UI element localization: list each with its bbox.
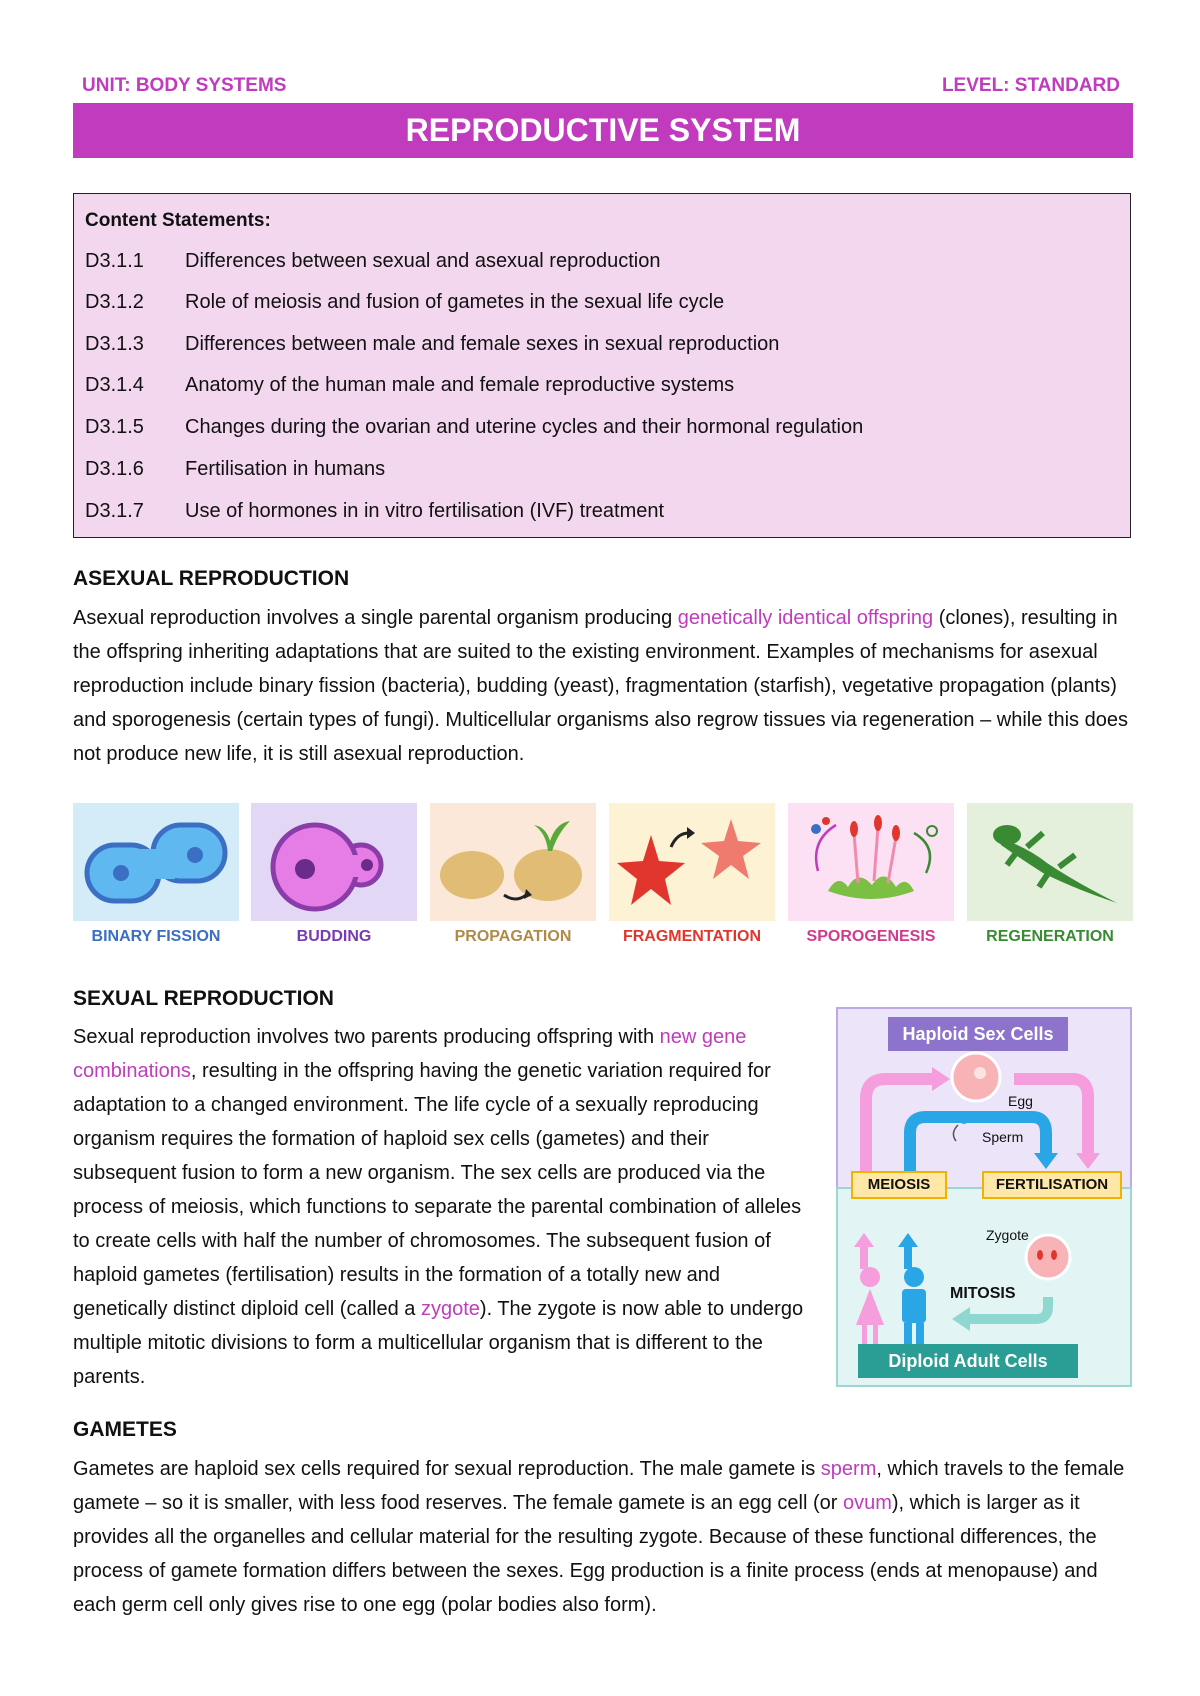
asexual-paragraph [73, 601, 1138, 771]
sexual-highlight-2: zygote [420, 1298, 480, 1320]
statement-text: Role of meiosis and fusion of gametes in the sexual life cycle [185, 291, 725, 313]
gametes-text-1: Gametes are haploid sex cells required for sexual reproduction. The male gamete is [73, 1458, 821, 1480]
mitosis-label: MITOSIS [950, 1285, 1016, 1302]
yeast-icon [251, 803, 417, 921]
sperm-label: Sperm [982, 1129, 1024, 1145]
asexual-text-1: Asexual reproduction involves a single parental organism producing [73, 607, 678, 629]
asexual-heading: ASEXUAL REPRODUCTION [73, 567, 350, 590]
propagation-illustration [430, 803, 596, 921]
potato-icon [430, 803, 596, 921]
sexual-text-1: Sexual reproduction involves two parents producing offspring with [73, 1026, 660, 1048]
statement-code: D3.1.7 [85, 500, 144, 522]
statement-code: D3.1.2 [85, 291, 144, 313]
binary-fission-label: BINARY FISSION [91, 928, 221, 945]
asexual-highlight: genetically identical offspring [677, 607, 934, 629]
gametes-highlight-1: sperm [820, 1458, 877, 1480]
level-label: LEVEL: STANDARD [941, 75, 1120, 96]
fertilisation-label: FERTILISATION [982, 1171, 1122, 1199]
statement-code: D3.1.4 [85, 374, 144, 396]
haploid-sex-cells-label: Haploid Sex Cells [888, 1017, 1068, 1051]
statement-code: D3.1.1 [85, 250, 144, 272]
meiosis-label: MEIOSIS [851, 1171, 947, 1199]
gametes-heading: GAMETES [73, 1418, 177, 1441]
statement-text: Differences between male and female sexes in sexual reproduction [185, 333, 780, 355]
content-statements-box [73, 193, 1131, 538]
fragmentation-label: FRAGMENTATION [622, 928, 762, 945]
sexual-heading: SEXUAL REPRODUCTION [73, 987, 334, 1010]
sexual-text-2: , resulting in the offspring having the genetic variation required for adaptation to a changed environment. The life cycle of a sexually reproducing organism requires the formation of haploid sex cells (gametes) and their subsequent fusion to form a new organism. The sex cells are produced via the process of meiosis, which functions to separate the parental combination of alleles to create cells with half the number of chromosomes. The subsequent fusion of haploid gametes (fertilisation) results in the formation of a totally new and genetically distinct diploid cell (called a [73, 1060, 802, 1320]
bacteria-icon [73, 803, 239, 921]
regeneration-label: REGENERATION [986, 928, 1114, 945]
starfish-icon [609, 803, 775, 921]
zygote-label: Zygote [986, 1227, 1029, 1243]
statement-text: Fertilisation in humans [185, 458, 386, 480]
gametes-paragraph [73, 1452, 1138, 1622]
budding-illustration [251, 803, 417, 921]
asexual-text-2: (clones), resulting in the offspring inheriting adaptations that are suited to the existing environment. Examples of mechanisms for asexual reproduction include binary fission (bacteria), budding (yeast), fragmentation (starfish), vegetative propagation (plants) and sporogenesis (certain types of fungi). Multicellular organisms also regrow tissues via regeneration – while this does not produce new life, it is still asexual reproduction. [73, 607, 1128, 765]
gametes-text-2: , which travels to the female gamete – so it is smaller, with less food reserves. The female gamete is an egg cell (or [73, 1458, 1125, 1514]
statement-text: Differences between sexual and asexual reproduction [185, 250, 661, 272]
budding-label: BUDDING [296, 928, 372, 945]
diploid-adult-cells-label: Diploid Adult Cells [858, 1344, 1078, 1378]
content-statements-heading: Content Statements: [85, 210, 271, 231]
statement-code: D3.1.6 [85, 458, 144, 480]
statement-code: D3.1.3 [85, 333, 144, 355]
statement-text: Use of hormones in in vitro fertilisation (IVF) treatment [185, 500, 665, 522]
sexual-highlight-1: new gene combinations [73, 1026, 747, 1082]
gametes-text-3: ), which is larger as it provides all the organelles and cellular material for the resulting zygote. Because of these functional differences, the process of gamete formation differs between the sexes. Egg production is a finite process (ends at menopause) and each germ cell only gives rise to one egg (polar bodies also form). [73, 1492, 1098, 1616]
statement-text: Anatomy of the human male and female reproductive systems [185, 374, 735, 396]
fungi-icon [788, 803, 954, 921]
gametes-highlight-2: ovum [842, 1492, 892, 1514]
propagation-label: PROPAGATION [454, 928, 572, 945]
sexual-text-3: ). The zygote is now able to undergo multiple mitotic divisions to form a multicellular organism that is different to the parents. [73, 1298, 804, 1388]
fragmentation-illustration [609, 803, 775, 921]
statement-code: D3.1.5 [85, 416, 144, 438]
sexual-paragraph [73, 1020, 813, 1394]
binary-fission-illustration [73, 803, 239, 921]
sporogenesis-label: SPOROGENESIS [806, 928, 936, 945]
egg-label: Egg [1008, 1093, 1033, 1109]
statement-text: Changes during the ovarian and uterine cycles and their hormonal regulation [185, 416, 864, 438]
lizard-icon [967, 803, 1133, 921]
sporogenesis-illustration [788, 803, 954, 921]
sexual-life-cycle-diagram [836, 1007, 1132, 1387]
page-title: REPRODUCTIVE SYSTEM [73, 103, 1133, 158]
regeneration-illustration [967, 803, 1133, 921]
unit-label: UNIT: BODY SYSTEMS [82, 75, 287, 96]
